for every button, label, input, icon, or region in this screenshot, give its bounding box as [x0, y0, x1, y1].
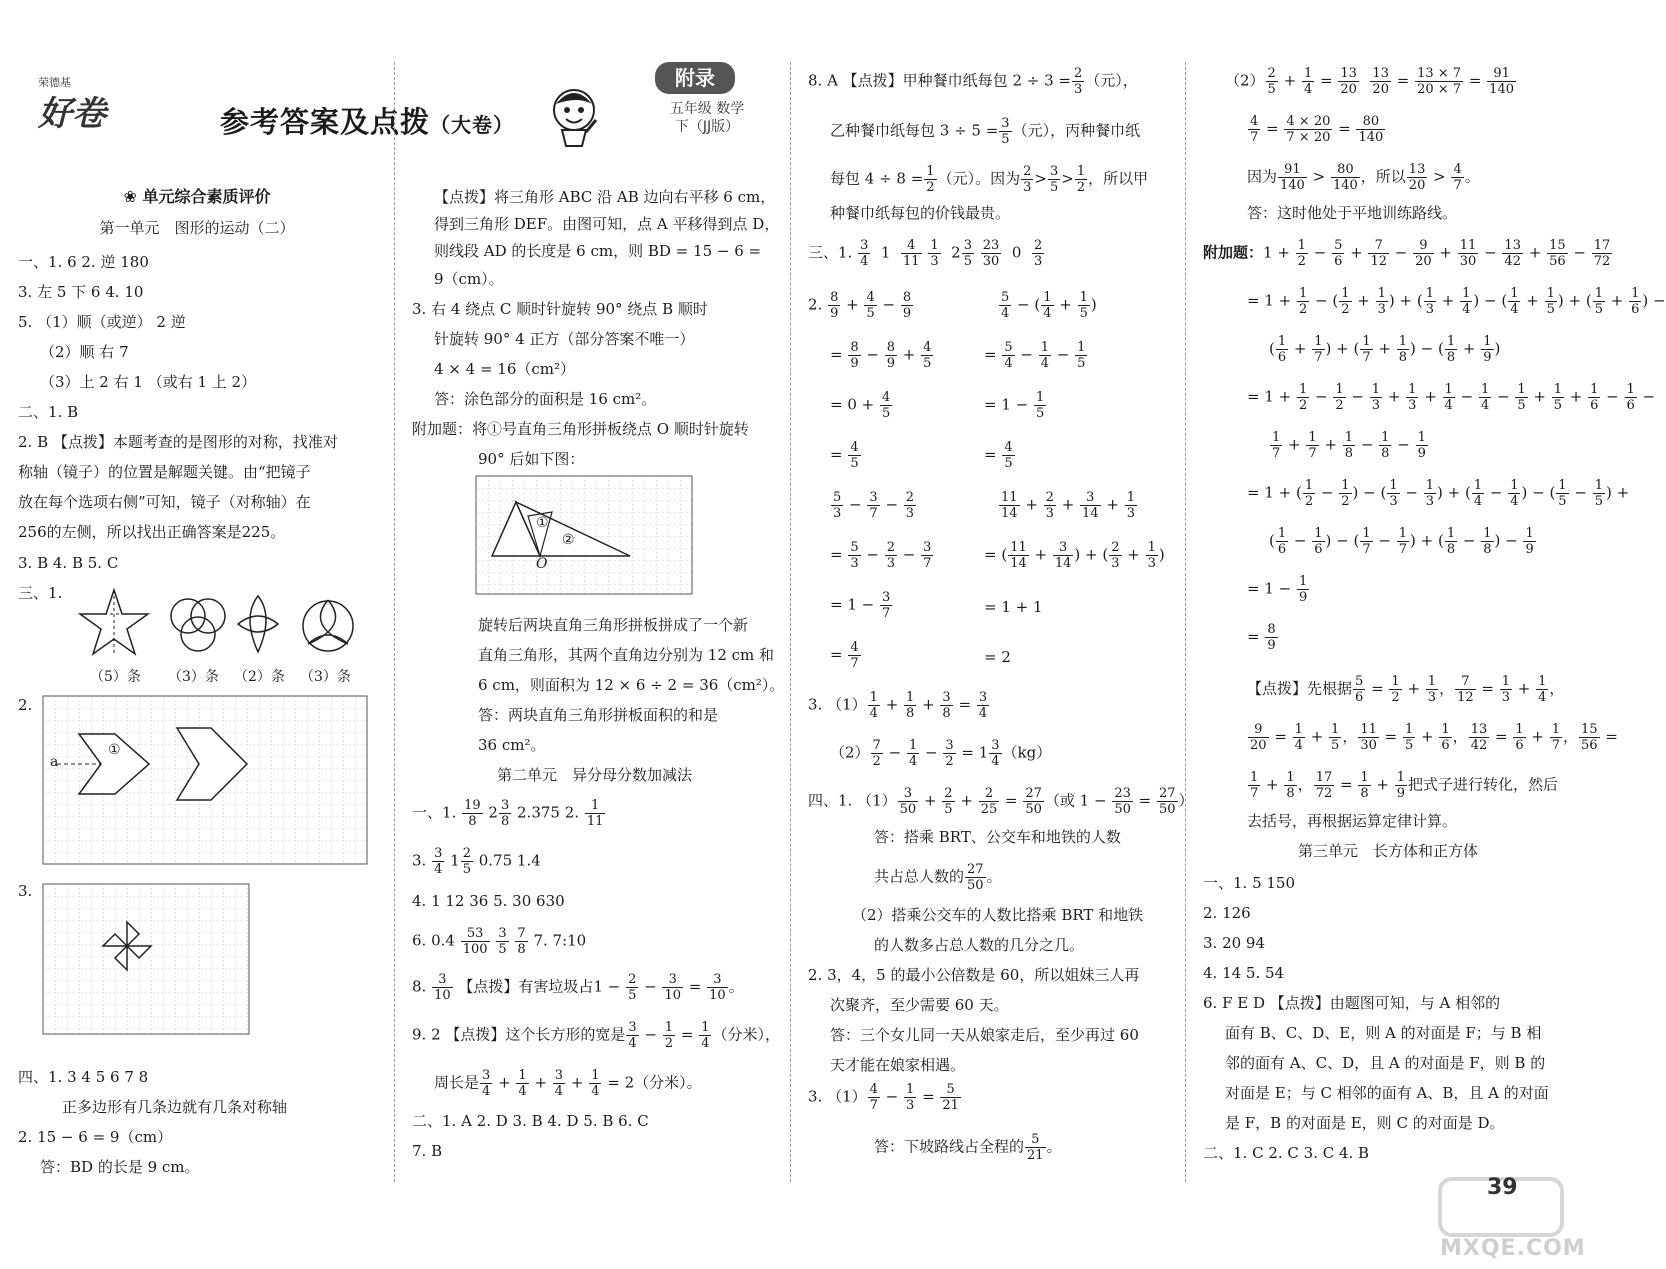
answer-line: 一、1. 6 2. 逆 180 [18, 253, 149, 271]
answer-line: 对面是 E；与 C 相邻的面有 A、B，且 A 的对面 [1225, 1084, 1549, 1102]
answer-line: 256的左侧，所以找出正确答案是225。 [18, 523, 286, 541]
answer-line: 的人数多占总人数的几分之几。 [874, 936, 1085, 954]
mascot-icon [548, 86, 600, 148]
tip-line: 【点拨】先根据 $\frac{5}{6}$ = $\frac{1}{2}$ + $\frac{1}{3}$ ， $\frac{7}{12}$ = $\frac{1}{3}$ + $\frac{1}{4}$ ， [1247, 674, 1565, 705]
answer-line: 四、1. 3 4 5 6 7 8 [18, 1068, 149, 1086]
piece-label-1: ① [536, 515, 549, 531]
answer-line: 8. A 【点拨】甲种餐巾纸每包 2 ÷ 3 = $\frac{2}{3}$ （元）， [808, 66, 1138, 97]
answer-line: 6. 0.4 $\frac{53}{100}$ $\frac{3}{5}$ $\frac{7}{8}$ 7. 7:10 [412, 926, 587, 957]
answer-line: 4 × 4 = 16（cm²） [434, 360, 576, 378]
answer-line: 答：两块直角三角形拼板面积的和是 [478, 706, 719, 724]
calc-line: ( $\frac{1}{6}$ + $\frac{1}{7}$ ) + ( $\frac{1}{7}$ + $\frac{1}{8}$ ) − ( $\frac{1}{8}$ + $\frac{1}{9}$ ) [1269, 334, 1501, 365]
answer-line: 90° 后如下图： [478, 450, 585, 468]
answer-line: 3. 右 4 绕点 C 顺时针旋转 90° 绕点 B 顺时 [412, 300, 708, 318]
page-title: 参考答案及点拨（大卷） [220, 105, 515, 139]
answer-line: 一、1. 5 150 [1203, 874, 1296, 892]
calc-line: = 1 − $\frac{1}{5}$ [984, 390, 1045, 421]
calc-line: = ( $\frac{11}{14}$ + $\frac{3}{14}$ ) + ( $\frac{2}{3}$ + $\frac{1}{3}$ ) [984, 540, 1165, 571]
column-divider [394, 62, 395, 1182]
answer-line: 9（cm）。 [434, 270, 504, 288]
answer-line: 得到三角形 DEF。由图可知，点 A 平移得到点 D， [434, 215, 780, 233]
answer-line: 5. （1）顺（或逆） 2 逆 [18, 313, 186, 331]
answer-line: 三、1. $\frac{3}{4}$ 1 $\frac{4}{11}$ $\frac{1}{3}$ 2 $\frac{3}{5}$ $\frac{23}{30}$ 0 $\frac{2}{3}$ [808, 238, 1043, 269]
answer-line: 答：下坡路线占全程的 $\frac{5}{21}$ 。 [874, 1132, 1062, 1163]
answer-line: 二、1. B [18, 403, 79, 421]
shape-caption: （3）条 [168, 669, 219, 685]
answer-line: 二、1. A 2. D 3. B 4. D 5. B 6. C [412, 1112, 649, 1130]
answer-line: 9. 2 【点拨】这个长方形的宽是 $\frac{3}{4}$ − $\frac{1}{2}$ = $\frac{1}{4}$ （分米）， [412, 1020, 780, 1051]
calc-line: 3. （1） $\frac{4}{7}$ − $\frac{1}{3}$ = $\frac{5}{21}$ [808, 1082, 959, 1113]
symmetry-shapes-figure [76, 586, 366, 666]
tip-line: $\frac{1}{7}$ + $\frac{1}{8}$ ， $\frac{17}{72}$ = $\frac{1}{8}$ + $\frac{1}{9}$ 把式子进行转化，然后 [1250, 770, 1559, 801]
arrow-grid-figure [43, 696, 367, 864]
calc-line: 因为 $\frac{91}{140}$ > $\frac{80}{140}$ ，所以 $\frac{13}{20}$ > $\frac{4}{7}$ 。 [1247, 162, 1480, 193]
answer-line: 则线段 AD 的长度是 6 cm，则 BD = 15 − 6 = [434, 242, 762, 260]
answer-line: 3. $\frac{3}{4}$ 1 $\frac{2}{5}$ 0.75 1.4 [412, 846, 541, 877]
calc-line: = $\frac{4}{7}$ [830, 640, 859, 671]
calc-line: （2） $\frac{2}{5}$ + $\frac{1}{4}$ = $\frac{13}{20}$ $\frac{13}{20}$ = $\frac{13 \times 7}{20 \times 7}$ = $\frac{91}{140}$ [1225, 66, 1514, 97]
answer-line: 正多边形有几条边就有几条对称轴 [62, 1098, 288, 1116]
calc-line: = $\frac{5}{4}$ − $\frac{1}{4}$ − $\frac{1}{5}$ [984, 340, 1086, 371]
answer-line: 一、1. $\frac{19}{8}$ 2 $\frac{3}{8}$ 2.375 2. $\frac{1}{11}$ [412, 798, 604, 829]
calc-line: = 2 [984, 648, 1011, 666]
question-number: 3. [18, 882, 33, 900]
calc-line: $\frac{5}{4}$ − ( $\frac{1}{4}$ + $\frac{1}{5}$ ) [1001, 290, 1097, 321]
calc-line: = 0 + $\frac{4}{5}$ [830, 390, 891, 421]
calc-line: = 1 + $\frac{1}{2}$ − $\frac{1}{2}$ − $\frac{1}{3}$ + $\frac{1}{3}$ + $\frac{1}{4}$ − $\frac{1}{4}$ − $\frac{1}{5}$ + $\frac{1}{5}$ + $\frac{1}{6}$ − $\frac{1}{6}$ − [1247, 382, 1656, 413]
unit-heading: 第三单元 长方体和正方体 [1297, 842, 1478, 860]
answer-line: 2. 15 − 6 = 9（cm） [18, 1128, 173, 1146]
answer-line: 周长是 $\frac{3}{4}$ + $\frac{1}{4}$ + $\frac{3}{4}$ + $\frac{1}{4}$ = 2（分米）。 [434, 1068, 702, 1099]
tip-line: 去括号，再根据运算定律计算。 [1247, 812, 1458, 830]
answer-line: 8. $\frac{3}{10}$ 【点拨】有害垃圾占1 − $\frac{2}{5}$ − $\frac{3}{10}$ = $\frac{3}{10}$ 。 [412, 972, 744, 1003]
paw-icon: ❀ [123, 187, 137, 206]
answer-line: 天才能在娘家相遇。 [830, 1056, 966, 1074]
grade-label: 五年级 数学 下（JJ版） [669, 101, 745, 135]
answer-line: （2）搭乘公交车的人数比搭乘 BRT 和地铁 [852, 906, 1144, 924]
answer-line: 答：这时他处于平地训练路线。 [1247, 204, 1458, 222]
calc-line: $\frac{4}{7}$ = $\frac{4 \times 20}{7 \times 20}$ = $\frac{80}{140}$ [1250, 114, 1384, 145]
calc-line: = 1 + 1 [984, 598, 1043, 616]
piece-label-2: ② [562, 532, 575, 548]
unit-heading: 第一单元 图形的运动（二） [99, 219, 295, 237]
answer-line: 【点拨】将三角形 ABC 沿 AB 边向右平移 6 cm， [434, 188, 776, 206]
answer-line: 2. 126 [1203, 904, 1251, 922]
pinwheel-grid-figure [43, 884, 249, 1034]
calc-line: = $\frac{8}{9}$ [1247, 622, 1276, 653]
answer-line: 旋转后两块直角三角形拼板拼成了一个新 [478, 616, 749, 634]
answer-line: 每包 4 ÷ 8 = $\frac{1}{2}$ （元）。因为 $\frac{2}{3}$ > $\frac{3}{5}$ > $\frac{1}{2}$ ，所以甲 [830, 164, 1149, 195]
brand-logo [38, 74, 106, 135]
answer-line: （2）顺 右 7 [40, 343, 129, 361]
brand-small: 荣德基 [38, 76, 71, 89]
answer-line: 4. 14 5. 54 [1203, 964, 1285, 982]
answer-line: 直角三角形，其两个直角边分别为 12 cm 和 [478, 646, 775, 664]
page-number: 39 [1487, 1175, 1518, 1200]
answer-line: 答：BD 的长是 9 cm。 [40, 1158, 200, 1176]
calc-line: = 1 + $\frac{1}{2}$ − ( $\frac{1}{2}$ + $\frac{1}{3}$ ) + ( $\frac{1}{3}$ + $\frac{1}{4}$ ) − ( $\frac{1}{4}$ + $\frac{1}{5}$ ) + ( $\frac{1}{5}$ + $\frac{1}{6}$ ) − [1247, 286, 1666, 317]
appendix-badge: 附录 [655, 62, 735, 94]
shape-caption: （5）条 [90, 669, 141, 685]
answer-line: 答：涂色部分的面积是 16 cm²。 [434, 390, 657, 408]
question-number: 2. [18, 696, 33, 714]
unit-heading: 第二单元 异分母分数加减法 [496, 766, 692, 784]
shape-label: ① [108, 742, 121, 758]
calc-line: $\frac{5}{3}$ − $\frac{3}{7}$ − $\frac{2}{3}$ [833, 490, 915, 521]
answer-line: 面有 B、C、D、E，则 A 的对面是 F；与 B 相 [1225, 1024, 1542, 1042]
answer-line: 称轴（镜子）的位置是解题关键。由“把镜子 [18, 463, 311, 481]
calc-line: 3. （1） $\frac{1}{4}$ + $\frac{1}{8}$ + $\frac{3}{8}$ = $\frac{3}{4}$ [808, 690, 988, 721]
calc-line: = $\frac{5}{3}$ − $\frac{2}{3}$ − $\frac{3}{7}$ [830, 540, 932, 571]
brand-name: 好卷 [38, 94, 106, 134]
column-divider [1185, 62, 1186, 1182]
answer-line: 3. 左 5 下 6 4. 10 [18, 283, 144, 301]
calc-line: = $\frac{4}{5}$ [984, 440, 1013, 471]
answer-line: 三、1. [18, 584, 63, 602]
calc-line: = 1 − $\frac{3}{7}$ [830, 590, 891, 621]
answer-line: 4. 1 12 36 5. 30 630 [412, 892, 565, 910]
calc-line: $\frac{11}{14}$ + $\frac{2}{3}$ + $\frac{3}{14}$ + $\frac{1}{3}$ [1001, 490, 1135, 521]
answer-line: 二、1. C 2. C 3. C 4. B [1203, 1144, 1370, 1162]
answer-line: 答：三个女儿同一天从娘家走后，至少再过 60 [830, 1026, 1139, 1044]
watermark-text: MXQE.COM [1440, 1236, 1586, 1261]
answer-line: （3）上 2 右 1 （或右 1 上 2） [40, 373, 257, 391]
calc-line: = $\frac{8}{9}$ − $\frac{8}{9}$ + $\frac{4}{5}$ [830, 340, 932, 371]
answer-line: 种餐巾纸每包的价钱最贵。 [830, 204, 1011, 222]
answer-line: 邻的面有 A、C、D，且 A 的对面是 F，则 B 的 [1225, 1054, 1546, 1072]
answer-line: 乙种餐巾纸每包 3 ÷ 5 = $\frac{3}{5}$ （元），丙种餐巾纸 [830, 116, 1141, 147]
calc-line: ( $\frac{1}{6}$ − $\frac{1}{6}$ ) − ( $\frac{1}{7}$ − $\frac{1}{7}$ ) + ( $\frac{1}{8}$ − $\frac{1}{8}$ ) − $\frac{1}{9}$ [1269, 526, 1534, 557]
answer-line: 答：搭乘 BRT、公交车和地铁的人数 [874, 828, 1121, 846]
answer-line: 是 F，B 的对面是 E，则 C 的对面是 D。 [1225, 1114, 1505, 1132]
calc-line: $\frac{1}{7}$ + $\frac{1}{7}$ + $\frac{1}{8}$ − $\frac{1}{8}$ − $\frac{1}{9}$ [1272, 430, 1426, 461]
axis-label: a [50, 754, 59, 770]
point-label-o: O [536, 556, 548, 572]
calc-line: = $\frac{4}{5}$ [830, 440, 859, 471]
calc-line: = 1 − $\frac{1}{9}$ [1247, 574, 1308, 605]
answer-line: 6. F E D 【点拨】由题图可知，与 A 相邻的 [1203, 994, 1501, 1012]
answer-line: 放在每个选项右侧”可知，镜子（对称轴）在 [18, 493, 311, 511]
calc-line: 2. $\frac{8}{9}$ + $\frac{4}{5}$ − $\frac{8}{9}$ [808, 290, 912, 321]
answer-line: 2. 3，4，5 的最小公倍数是 60，所以姐妹三人再 [808, 966, 1140, 984]
answer-line: 36 cm²。 [478, 736, 546, 754]
shape-caption: （2）条 [234, 669, 285, 685]
tip-line: $\frac{9}{20}$ = $\frac{1}{4}$ + $\frac{1}{5}$ ， $\frac{11}{30}$ = $\frac{1}{5}$ + $\frac{1}{6}$ ， $\frac{13}{42}$ = $\frac{1}{6}$ + $\frac{1}{7}$ ， $\frac{15}{56}$ = [1250, 722, 1618, 753]
rotation-grid-figure [476, 476, 692, 594]
answer-line: 附加题：将①号直角三角形拼板绕点 O 顺时针旋转 [412, 420, 749, 438]
column-divider [790, 62, 791, 1182]
calc-line: = 1 + ( $\frac{1}{2}$ − $\frac{1}{2}$ ) − ( $\frac{1}{3}$ − $\frac{1}{3}$ ) + ( $\frac{1}{4}$ − $\frac{1}{4}$ ) − ( $\frac{1}{5}$ − $\frac{1}{5}$ ) + [1247, 478, 1630, 509]
answer-line: 3. B 4. B 5. C [18, 554, 119, 572]
answer-line: 3. 20 94 [1203, 934, 1266, 952]
answer-line: 7. B [412, 1142, 443, 1160]
answer-line: 共占总人数的 $\frac{27}{50}$ 。 [874, 862, 1002, 893]
calc-line: 四、1. （1） $\frac{3}{50}$ + $\frac{2}{5}$ + $\frac{2}{25}$ = $\frac{27}{50}$ （或 1 − $\frac{23}{50}$ = $\frac{27}{50}$ ） [808, 786, 1194, 817]
answer-line: 6 cm，则面积为 12 × 6 ÷ 2 = 36（cm²）。 [478, 676, 785, 694]
answer-line: 次聚齐，至少需要 60 天。 [830, 996, 1009, 1014]
answer-line: 针旋转 90° 4 正方（部分答案不唯一） [434, 330, 695, 348]
shape-caption: （3）条 [300, 669, 351, 685]
answer-line: 2. B 【点拨】本题考查的是图形的对称，找准对 [18, 433, 338, 451]
section-title: ❀ 单元综合素质评价 [123, 187, 271, 206]
calc-line: 附加题：1 + $\frac{1}{2}$ − $\frac{5}{6}$ + $\frac{7}{12}$ − $\frac{9}{20}$ + $\frac{11}{30}$ − $\frac{13}{42}$ + $\frac{15}{56}$ − $\frac{17}{72}$ [1203, 238, 1611, 269]
calc-line: （2） $\frac{7}{2}$ − $\frac{1}{4}$ − $\frac{3}{2}$ = 1 $\frac{3}{4}$ （kg） [830, 738, 1052, 769]
